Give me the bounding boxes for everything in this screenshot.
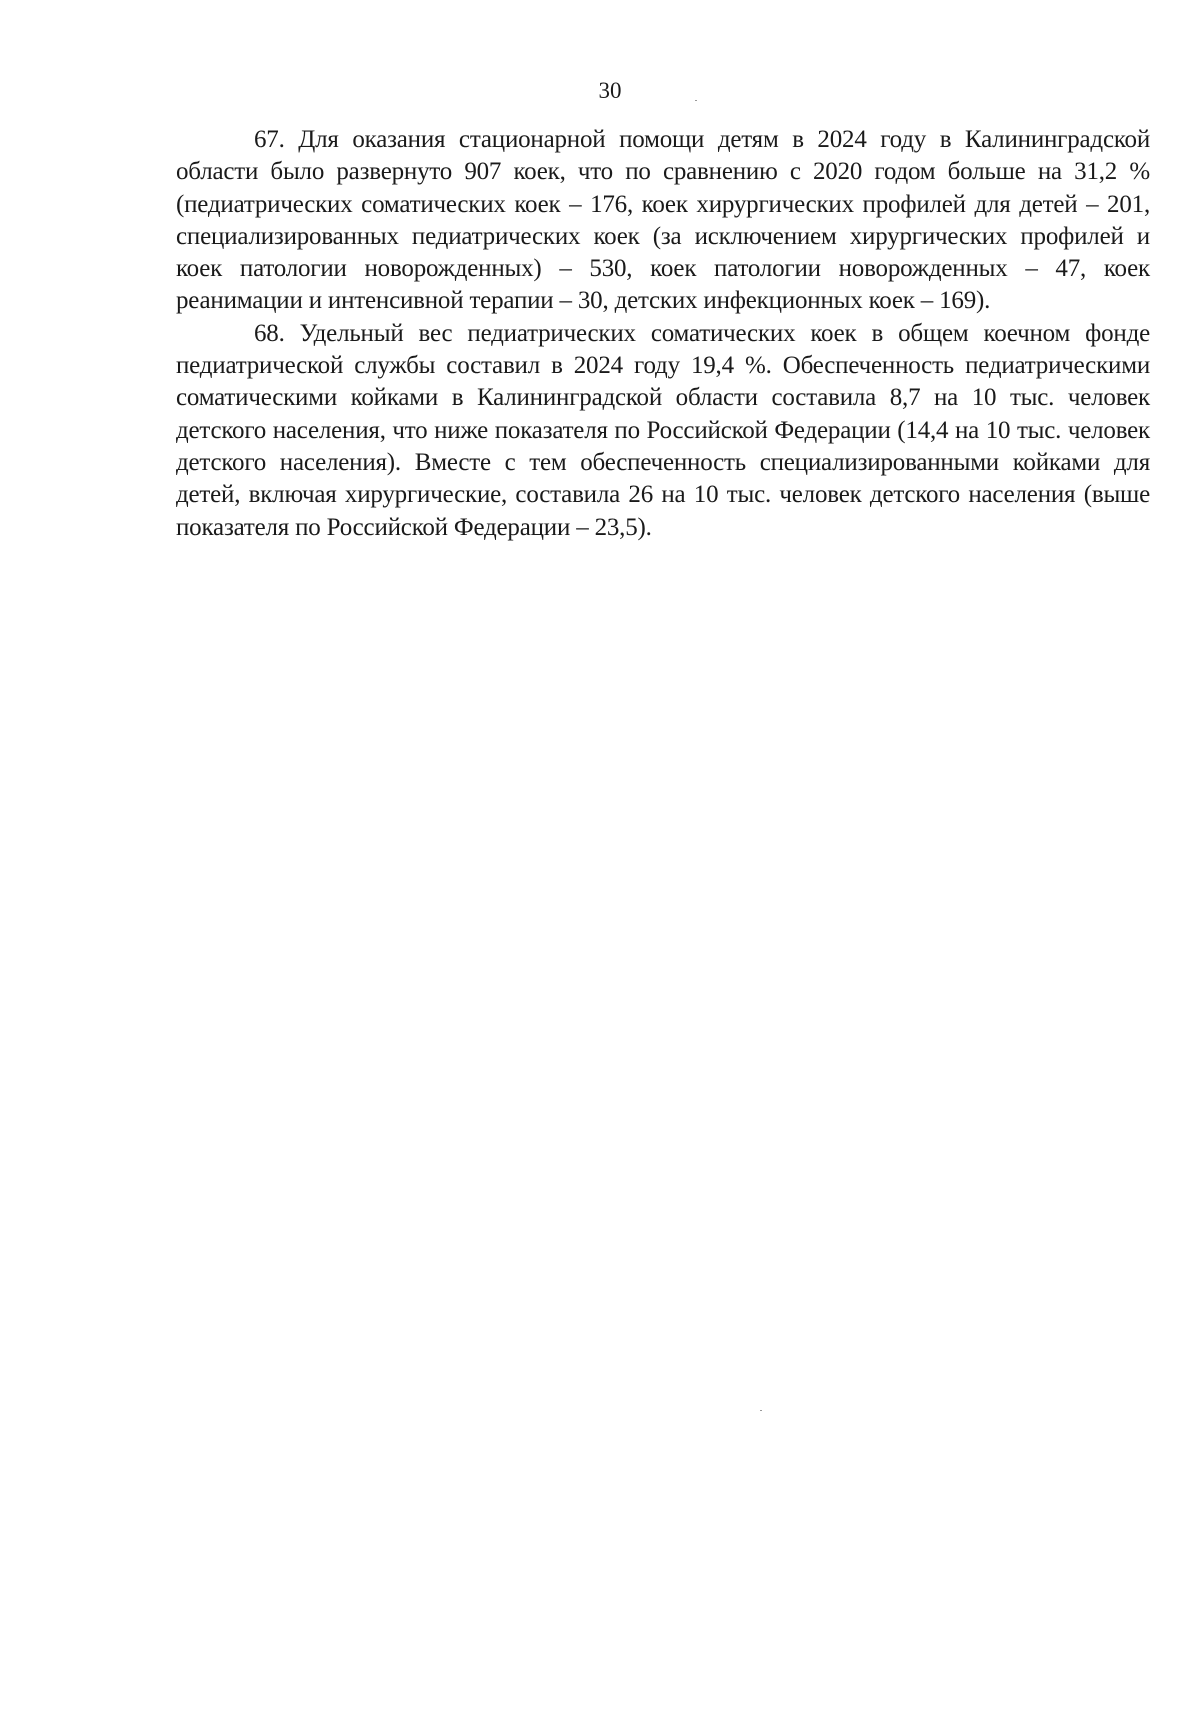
paragraph-68: 68. Удельный вес педиатрических соматических коек в общем коечном фонде педиатрической службы составил в 2024 году 19,4 %. Обеспеченность педиатрическими соматическими койками в Калининградской области составила 8,7 на 10 тыс. человек детского населения, что ниже показателя по Российской Федерации (14,4 на 10 тыс. человек детского населения). Вместе с тем обеспеченность специализированными койками для детей, включая хирургические, составила 26 на 10 тыс. человек детского населения (выше показателя по Российской Федерации – 23,5).: [176, 319, 1150, 541]
page-number: 30: [598, 78, 622, 103]
scan-artifact: [695, 100, 697, 101]
document-body: [176, 124, 1150, 544]
scan-artifact: [760, 1410, 762, 1411]
paragraph-67: 67. Для оказания стационарной помощи детям в 2024 году в Калининградской области было развернуто 907 коек, что по сравнению с 2020 годом больше на 31,2 % (педиатрических соматических коек – 176, коек хирургических профилей для детей – 201, специализированных педиатрических коек (за исключением хирургических профилей и коек патологии новорожденных) – 530, коек патологии новорожденных – 47, коек реанимации и интенсивной терапии – 30, детских инфекционных коек – 169).: [176, 126, 1150, 315]
